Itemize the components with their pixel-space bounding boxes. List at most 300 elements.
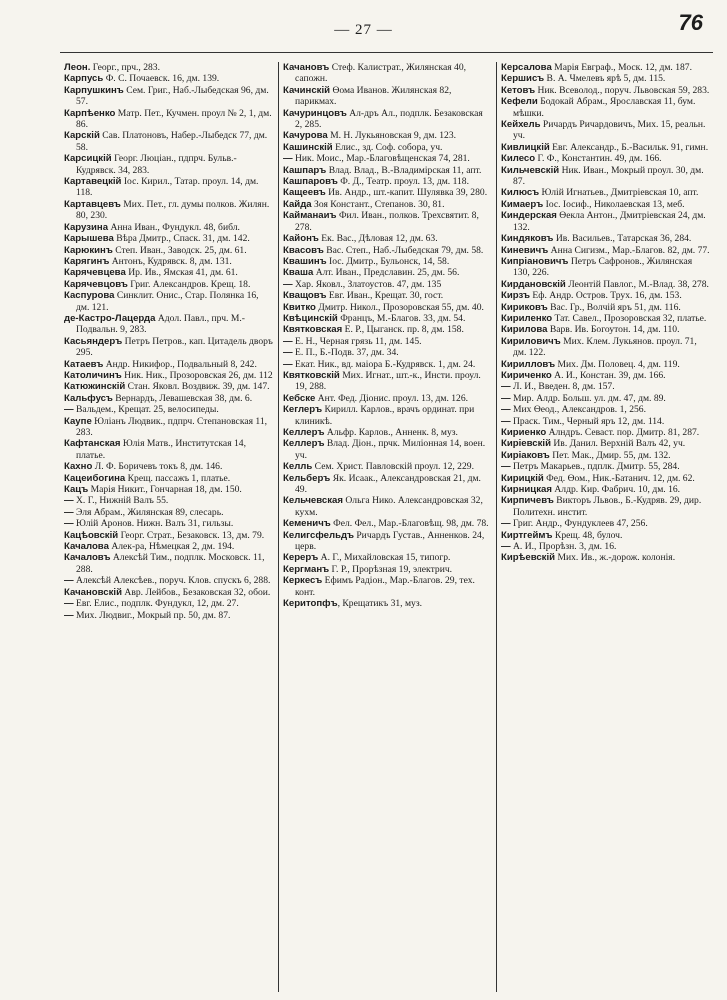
directory-column-1 (60, 62, 278, 992)
directory-entry (501, 62, 710, 73)
entry-surname: — (501, 518, 511, 530)
entry-surname: Каупе (64, 415, 92, 427)
entry-surname: — (64, 495, 74, 507)
entry-surname: Келлеръ (283, 427, 325, 438)
entry-details: Мих. Игнат., шт.-к., Инсти. проул. 19, 288. (295, 369, 481, 393)
entry-surname: Кайманаиъ (283, 210, 337, 222)
entry-surname: Кипріановичъ (501, 255, 569, 267)
directory-entry (501, 119, 710, 142)
entry-details: Петръ Сафронов., Жилянская 130, 226. (513, 255, 693, 279)
entry-surname: Качановъ (283, 62, 330, 73)
entry-details: Авр. Лейбов., Безаковская 32, обои. (122, 586, 271, 598)
entry-surname: Катаевъ (64, 358, 104, 370)
entry-surname: Квятковскій (283, 369, 340, 381)
entry-details: Алексѣй Алексѣев., поруч. Клов. спускъ 6, 288. (73, 575, 271, 587)
entry-surname: Килюсъ (501, 187, 540, 199)
entry-details: А. И., Констан. 39, дм. 166. (551, 369, 666, 381)
entry-details: Сем. Григ., Наб.-Лыбедская 96, дм. 57. (76, 84, 269, 108)
directory-entry (283, 245, 492, 256)
entry-surname: Кацѣовскій (64, 529, 119, 541)
directory-entry (283, 564, 492, 575)
directory-entry (64, 438, 274, 461)
directory-entry (501, 313, 710, 324)
entry-surname: Кельберъ (283, 472, 331, 484)
entry-surname: Карсицкій (64, 153, 112, 165)
entry-details: Григ. Андр., Фундуклеев 47, 256. (510, 518, 648, 530)
directory-entry (501, 153, 710, 164)
entry-surname: Кайда (283, 198, 312, 210)
directory-entry (501, 302, 710, 313)
entry-surname: Киневичъ (501, 244, 549, 256)
entry-surname: Квитко (283, 301, 316, 313)
entry-details: Ф. Д., Театр. проул. 13, дм. 118. (337, 176, 470, 188)
entry-details: Евг. Александр., Б.-Васильк. 91, гимн. (549, 141, 709, 153)
directory-entry (283, 575, 492, 598)
entry-surname: Картавцевъ (64, 198, 121, 210)
entry-details: Вѣра Дмитр., Спаск. 31, дм. 142. (113, 233, 250, 245)
entry-details: Ант. Фед. Діонис. проул. 13, дм. 126. (315, 392, 469, 404)
entry-details: Леонтій Павлог., М.-Влад. 38, 278. (565, 278, 709, 290)
entry-details: Матр. Пет., Кучмен. проул № 2, 1, дм. 86. (76, 107, 272, 131)
entry-surname: Кебске (283, 392, 316, 404)
entry-surname: — (283, 278, 293, 290)
entry-details: Іос. Дмитр., Бульонск, 14, 58. (326, 255, 450, 267)
directory-entry (64, 153, 274, 176)
entry-details: Алек-ра, Нѣмецкая 2, дм. 194. (108, 541, 235, 553)
directory-entry (64, 290, 274, 313)
entry-details: Эля Абрам., Жилянская 89, слесарь. (73, 506, 224, 518)
directory-entry (283, 256, 492, 267)
directory-entry (64, 130, 274, 153)
directory-entry (283, 404, 492, 427)
entry-surname: Карюкинъ (64, 244, 113, 256)
entry-details: Г. Ф., Константин. 49, дм. 166. (535, 153, 662, 165)
entry-details: Юлій Игнатьев., Дмитріевская 10, апт. (539, 187, 699, 199)
entry-surname: Карячевцева (64, 267, 126, 279)
entry-surname: Кириловичъ (501, 335, 561, 347)
entry-details: Влад. Влад., В.-Владимірская 11, апт. (326, 164, 482, 176)
entry-details: Юлія Матв., Институтская 14, платье. (76, 438, 246, 461)
entry-details: Еф. Андр. Остров. Трух. 16, дм. 153. (530, 290, 682, 302)
entry-surname: Карузина (64, 221, 109, 233)
directory-entry (283, 598, 492, 609)
entry-surname: Кириенко (501, 427, 547, 438)
directory-entry (283, 359, 492, 370)
entry-surname: — (283, 358, 293, 370)
directory-entry (283, 302, 492, 313)
directory-entry (64, 176, 274, 199)
entry-details: Сем. Христ. Павловскій проул. 12, 229. (312, 461, 474, 473)
directory-entry (501, 96, 710, 119)
page-number: — 27 — (334, 22, 393, 38)
entry-details: Ричардъ Густав., Анненков. 24, церв. (295, 529, 485, 553)
entry-details: Стеф. Калистрат., Жилянская 40, сапожн. (295, 62, 467, 85)
directory-entry (501, 427, 710, 438)
directory-entry (283, 438, 492, 461)
directory-entry (501, 245, 710, 256)
directory-entry (64, 381, 274, 392)
directory-entry (283, 233, 492, 244)
entry-surname: Киріаковъ (501, 449, 550, 461)
entry-details: Юлій Аронов. Нижн. Валъ 31, гильзы. (73, 518, 234, 530)
entry-surname: Картавецкій (64, 176, 122, 188)
entry-details: Марія Евграф., Моск. 12, дм. 187. (551, 62, 693, 73)
directory-entry (64, 416, 274, 439)
entry-details: Л. И., Введен. 8, дм. 157. (510, 381, 615, 393)
directory-entry (501, 324, 710, 335)
entry-details: Фед. Ѳом., Ник.-Батанич. 12, дм. 62. (543, 472, 695, 484)
entry-surname: Квятковская (283, 324, 343, 336)
directory-entry (501, 381, 710, 392)
directory-entry (501, 495, 710, 518)
entry-surname: Керкесъ (283, 575, 323, 587)
directory-entry (501, 541, 710, 552)
entry-details: Ив. Васильев., Татарская 36, 284. (553, 233, 692, 245)
entry-surname: Леон. (64, 62, 91, 73)
entry-surname: Кириковъ (501, 301, 548, 313)
entry-surname: Келль (283, 461, 313, 473)
entry-surname: Кеглеръ (283, 404, 323, 416)
entry-surname: Карскій (64, 130, 100, 142)
entry-surname: Квѣцинскій (283, 312, 338, 324)
entry-details: Варв. Ив. Богоутон. 14, дм. 110. (547, 324, 680, 336)
entry-surname: Кирѣевскій (501, 552, 556, 564)
entry-surname: Кирдановскій (501, 278, 566, 290)
directory-entry (283, 427, 492, 438)
entry-surname: — (283, 347, 293, 359)
header-rule (60, 52, 713, 53)
entry-surname: Карячевцовъ (64, 278, 128, 290)
entry-details: Мир. Алдр. Больш. ул. дм. 47, дм. 89. (510, 392, 666, 404)
directory-entry (64, 484, 274, 495)
entry-surname: Качалова (64, 541, 109, 553)
directory-entry (64, 108, 274, 131)
entry-surname: — (64, 575, 74, 587)
directory-entry (501, 530, 710, 541)
entry-surname: — (283, 335, 293, 347)
entry-surname: Кельчевская (283, 495, 343, 507)
entry-details: Ефимъ Радіон., Мар.-Благов. 29, тех. конт. (295, 575, 475, 598)
directory-entry (501, 210, 710, 233)
entry-details: Е. П., Б.-Подв. 37, дм. 34. (292, 347, 399, 359)
entry-details: Тат. Савел., Прозоровская 32, платье. (552, 312, 707, 324)
directory-entry (64, 461, 274, 472)
entry-surname: — (501, 404, 511, 416)
entry-details: Ек. Вас., Дѣловая 12, дм. 63. (318, 233, 438, 245)
directory-entry (283, 199, 492, 210)
entry-details: А. И., Прорѣзн. 3, дм. 16. (510, 541, 617, 553)
entry-surname: — (64, 506, 74, 518)
entry-details: Дмитр. Никол., Прозоровская 55, дм. 40. (315, 301, 484, 313)
entry-details: Евг. Елис., подплк. Фундукл, 12, дм. 27. (73, 598, 239, 610)
entry-details: Ричардъ Ричардовичъ, Мих. 15, реальн. уч. (513, 119, 706, 142)
directory-entry (283, 267, 492, 278)
directory-entry (64, 62, 274, 73)
entry-surname: Кершисъ (501, 73, 545, 85)
directory-entry (283, 165, 492, 176)
entry-details: Зоя Констант., Степанов. 30, 81. (311, 198, 445, 210)
entry-details: Георг., прч., 283. (90, 62, 161, 73)
entry-surname: Кирилова (501, 324, 548, 336)
entry-surname: Киріевскій (501, 438, 551, 450)
entry-surname: Кафтанская (64, 438, 121, 450)
entry-details: Сав. Платоновъ, Набер.-Лыбедск 77, дм. 58. (76, 130, 268, 153)
directory-entry (283, 370, 492, 393)
entry-details: Ник. Ник., Прозоровская 26, дм. 112 (121, 369, 273, 381)
directory-entry (501, 142, 710, 153)
directory-entry (501, 484, 710, 495)
directory-entry (64, 541, 274, 552)
entry-surname: де-Кастро-Лацерда (64, 312, 156, 324)
entry-details: Ѳома Иванов. Жилянская 82, парикмах. (295, 84, 452, 108)
entry-surname: Кириленко (501, 312, 553, 324)
entry-details: Мих. Пет., гл. думы полков. Жилян. 80, 230. (76, 198, 270, 222)
entry-details: Юліанъ Людвик., пдпрч. Степановская 11, 283. (76, 415, 268, 438)
entry-surname: Качурова (283, 130, 328, 142)
entry-details: Ник. Всеволод., поруч. Львовская 59, 283. (535, 84, 710, 96)
entry-surname: Кашинскій (283, 141, 333, 153)
entry-surname: Керитопфъ (283, 598, 338, 610)
directory-entry (64, 587, 274, 598)
entry-surname: Кириченко (501, 369, 552, 381)
entry-surname: — (501, 415, 511, 427)
directory-entry (283, 530, 492, 553)
entry-details: Ф. С. Почаевск. 16, дм. 139. (103, 73, 220, 85)
directory-entry (501, 359, 710, 370)
directory-entry (64, 370, 274, 381)
entry-details: Іос. Кирил., Татар. проул. 14, дм. 118. (76, 176, 259, 199)
entry-details: Е. Н., Черная грязь 11, дм. 145. (292, 335, 422, 347)
directory-entry (64, 313, 274, 336)
entry-details: Ив. Андр., шт.-капит. Шулявка 39, 280. (325, 187, 488, 199)
entry-surname: Катюжинскій (64, 381, 126, 393)
directory-entry (64, 73, 274, 84)
entry-details: Андр. Никифор., Подвальный 8, 242. (103, 358, 257, 370)
directory-entry (501, 290, 710, 301)
entry-details: Як. Исаак., Александровская 21, дм. 49. (295, 472, 481, 496)
entry-surname: Кеменичъ (283, 518, 331, 530)
directory-entry (501, 438, 710, 449)
entry-details: Елис., зд. Соф. собора, уч. (332, 141, 443, 153)
directory-entry (64, 256, 274, 267)
directory-entry (64, 222, 274, 233)
entry-details: Альфр. Карлов., Анненк. 8, муз. (324, 427, 458, 438)
directory-entry (64, 530, 274, 541)
entry-details: Ал-дръ Ал., подплк. Безаковская 2, 285. (295, 107, 483, 131)
directory-entry (283, 324, 492, 335)
directory-entry (64, 336, 274, 359)
entry-details: Алт. Иван., Предславин. 25, дм. 56. (313, 267, 460, 279)
entry-surname: Кирницкая (501, 484, 552, 496)
directory-entry (64, 610, 274, 621)
entry-details: Алндръ. Севаст. пор. Дмитр. 81, 287. (546, 427, 700, 438)
entry-details: Х. Г., Нижній Валъ 55. (73, 495, 169, 507)
entry-surname: Кайонъ (283, 233, 319, 245)
entry-details: Мих Ѳеод., Александров. 1, 256. (510, 404, 646, 416)
directory-entry (283, 187, 492, 198)
directory-entry (64, 404, 274, 415)
entry-surname: Квасовъ (283, 244, 324, 256)
entry-details: А. Г., Михайловская 15, типогр. (318, 552, 451, 564)
entry-details: Кирилл. Карлов., врачъ ординат. при клиникѣ. (295, 404, 475, 427)
directory-entry (501, 165, 710, 188)
entry-details: Хар. Яковл., Златоустов. 47, дм. 135 (292, 278, 442, 290)
entry-surname: Киндерская (501, 210, 557, 222)
entry-surname: Кашпаръ (283, 164, 327, 176)
entry-details: Екат. Ник., вд. маіора Б.-Кудрявск. 1, дм. 24. (292, 358, 476, 370)
directory-entry (501, 461, 710, 472)
entry-surname: Кацъ (64, 484, 89, 496)
entry-surname: — (501, 541, 511, 553)
directory-entry (283, 279, 492, 290)
entry-surname: Кереръ (283, 552, 319, 564)
entry-surname: Киндяковъ (501, 233, 554, 245)
directory-entry (283, 495, 492, 518)
entry-details: Анна Сигизм., Мар.-Благов. 82, дм. 77. (548, 244, 710, 256)
directory-entry (501, 393, 710, 404)
directory-entry (64, 233, 274, 244)
entry-surname: Кирицкій (501, 472, 544, 484)
directory-entry (283, 130, 492, 141)
directory-entry (283, 108, 492, 131)
directory-entry (501, 256, 710, 279)
directory-entry (64, 267, 274, 278)
entry-details: Анна Иван., Фундукл. 48, библ. (108, 221, 240, 233)
entry-details: , Крещатикъ 31, муз. (337, 598, 423, 610)
entry-details: Бодокай Абрам., Ярославская 11, бум. мѣшки. (513, 96, 696, 119)
entry-details: Антонъ, Кудрявск. 8, дм. 131. (109, 255, 232, 267)
entry-surname: Качановскій (64, 586, 122, 598)
directory-entry (283, 290, 492, 301)
entry-surname: Каспурова (64, 290, 115, 302)
entry-details: Вас. Гр., Волчій яръ 51, дм. 116. (547, 301, 681, 313)
entry-details: Мих. Дм. Половец. 4, дм. 119. (555, 358, 680, 370)
entry-surname: Килесо (501, 153, 536, 165)
directory-entry (283, 347, 492, 358)
entry-surname: Карпусь (64, 73, 104, 85)
entry-details: Г. Р., Прорѣзная 19, электрич. (329, 563, 453, 575)
entry-details: Мих. Людвиг., Мокрый пр. 50, дм. 87. (73, 609, 231, 621)
directory-entry (501, 518, 710, 529)
directory-entry (283, 62, 492, 85)
entry-details: Крещ. пассажъ 1, платье. (125, 472, 231, 484)
directory-entry (64, 507, 274, 518)
directory-entry (501, 73, 710, 84)
entry-surname: Кващовъ (283, 290, 327, 302)
directory-entry (64, 518, 274, 529)
directory-entry (283, 176, 492, 187)
directory-entry (501, 552, 710, 563)
entry-details: Ник. Иван., Мокрый проул. 30, дм. 87. (513, 164, 704, 188)
entry-surname: Карышева (64, 233, 114, 245)
directory-entry (501, 370, 710, 381)
directory-entry (501, 404, 710, 415)
entry-details: Алдр. Кир. Фабрич. 10, дм. 16. (551, 484, 681, 496)
directory-column-2 (278, 62, 496, 992)
directory-entry (283, 85, 492, 108)
entry-surname: Кахно (64, 461, 93, 473)
directory-entry (501, 279, 710, 290)
entry-surname: — (501, 381, 511, 393)
entry-details: Ник. Моис., Мар.-Благовѣщенская 74, 281. (292, 153, 470, 165)
directory-entry (501, 85, 710, 96)
directory-entry (501, 450, 710, 461)
page-header (0, 10, 727, 54)
directory-entry (283, 336, 492, 347)
entry-surname: Кергманъ (283, 563, 330, 575)
entry-details: Е. Р., Цыганск. пр. 8, дм. 158. (342, 324, 464, 336)
entry-details: Фел. Фел., Мар.-Благовѣщ. 98, дм. 78. (330, 518, 489, 530)
entry-details: Ив. Данил. Верхній Валъ 42, уч. (550, 438, 686, 450)
entry-details: Мих. Ив., ж.-дорож. колонія. (555, 552, 676, 564)
entry-surname: Кивлицкій (501, 141, 550, 153)
entry-surname: Кетовъ (501, 84, 536, 96)
directory-entry (64, 279, 274, 290)
entry-details: Ѳекла Антон., Дмитріевская 24, дм. 132. (513, 210, 706, 233)
entry-details: Григ. Александров. Крещ. 18. (127, 278, 251, 290)
entry-surname: Кирпичевъ (501, 495, 554, 507)
entry-details: Л. Ф. Боричевъ токъ 8, дм. 146. (92, 461, 223, 473)
entry-details: Влад. Діон., прчк. Миліонная 14, воен. уч. (295, 438, 486, 461)
entry-details: Францъ, М.-Благов. 33, дм. 54. (337, 312, 466, 324)
entry-surname: Качуринцовъ (283, 107, 347, 119)
entry-surname: Келигсфельдъ (283, 529, 354, 541)
entry-surname: — (64, 404, 74, 416)
entry-surname: Кимаеръ (501, 198, 544, 210)
directory-entry (283, 518, 492, 529)
directory-columns (60, 62, 714, 992)
entry-surname: Католичинъ (64, 369, 122, 381)
entry-surname: — (64, 598, 74, 610)
entry-details: Фил. Иван., полков. Трехсвятит. 8, 278. (295, 210, 479, 233)
directory-entry (64, 552, 274, 575)
entry-surname: Керсалова (501, 62, 552, 73)
entry-details: Георг. Страт., Безаковск. 13, дм. 79. (118, 529, 265, 541)
directory-entry (64, 85, 274, 108)
entry-surname: Киртгеймъ (501, 529, 553, 541)
entry-surname: Кейхель (501, 119, 541, 131)
entry-details: М. Н. Лукьяновская 9, дм. 123. (327, 130, 457, 142)
entry-details: Петръ Макарьев., пдплк. Дмитр. 55, 284. (510, 461, 680, 473)
entry-surname: — (64, 518, 74, 530)
entry-details: Марія Никит., Гончарная 18, дм. 150. (88, 484, 242, 496)
directory-entry (64, 393, 274, 404)
entry-surname: — (283, 153, 293, 165)
entry-surname: Кирзъ (501, 290, 531, 302)
directory-entry (283, 313, 492, 324)
directory-entry (501, 416, 710, 427)
directory-entry (64, 473, 274, 484)
entry-surname: Карпушкинъ (64, 84, 124, 96)
entry-details: Вернардъ, Левашевская 38, дм. 6. (112, 392, 253, 404)
entry-surname: Качинскій (283, 84, 331, 96)
entry-surname: Келлеръ (283, 438, 325, 450)
entry-surname: — (501, 392, 511, 404)
entry-surname: Кашпаровъ (283, 176, 338, 188)
directory-entry (501, 199, 710, 210)
entry-surname: Карягинъ (64, 255, 110, 267)
entry-details: Іос. Іосиф., Николаевская 13, меб. (543, 198, 685, 210)
entry-surname: Кальфусъ (64, 392, 113, 404)
directory-entry (501, 336, 710, 359)
directory-entry (501, 233, 710, 244)
directory-entry (501, 473, 710, 484)
entry-details: Вас. Степ., Наб.-Лыбедская 79, дм. 58. (323, 244, 484, 256)
directory-entry (64, 245, 274, 256)
handwritten-page-number: 76 (678, 10, 703, 35)
entry-surname: Карпѣенко (64, 107, 116, 119)
entry-surname: — (501, 461, 511, 473)
